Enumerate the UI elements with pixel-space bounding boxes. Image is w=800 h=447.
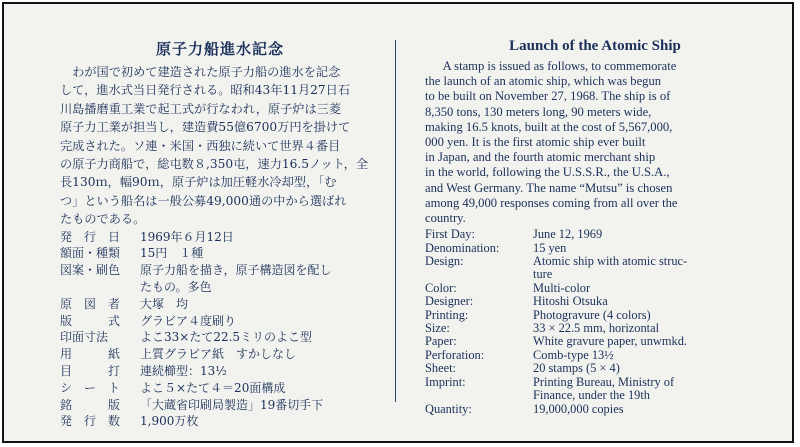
spec-row — [425, 335, 687, 348]
japanese-column — [60, 38, 380, 430]
japanese-paragraph — [60, 63, 380, 229]
spec-label: Printing: — [425, 307, 469, 322]
spec-row — [425, 376, 687, 389]
spec-label: Size: — [425, 321, 450, 336]
spec-value: June 12, 1969 — [533, 227, 603, 242]
spec-label: 図案・刷色 — [60, 263, 121, 278]
spec-label: 発 行 日 — [60, 229, 121, 244]
spec-value: 大塚 均 — [140, 296, 189, 311]
spec-value: 15円 １種 — [140, 246, 204, 261]
paragraph-line: 000 yen. It is the first atomic ship ever built — [425, 135, 646, 150]
spec-label: Designer: — [425, 294, 474, 309]
english-column — [425, 38, 765, 416]
spec-label: First Day: — [425, 227, 475, 242]
spec-label: Design: — [425, 254, 464, 269]
spec-row — [425, 268, 687, 281]
spec-label: Sheet: — [425, 361, 456, 376]
spec-label: 印面寸法 — [60, 330, 109, 345]
spec-row — [425, 403, 687, 416]
english-title: Launch of the Atomic Ship — [509, 38, 681, 54]
spec-value: Printing Bureau, Ministry of — [533, 374, 675, 389]
spec-label: Perforation: — [425, 347, 485, 362]
column-divider — [395, 40, 396, 402]
spec-row — [425, 228, 687, 241]
spec-row — [60, 397, 332, 414]
spec-row — [425, 322, 687, 335]
english-spec-table — [425, 228, 687, 416]
english-paragraph — [425, 59, 765, 226]
spec-value: たもの。多色 — [140, 280, 212, 295]
spec-label — [60, 279, 140, 296]
spec-label: Quantity: — [425, 401, 472, 416]
paragraph-line: 完成された。ソ連・米国・西独に続いて世界４番目 — [60, 138, 341, 153]
paragraph-line: A stamp is issued as follows, to commemorate — [442, 59, 677, 73]
paragraph-line: among 49,000 responses coming from all over the — [425, 195, 678, 210]
spec-value: Hitoshi Otsuka — [533, 294, 608, 309]
paragraph-line: the launch of an atomic ship, which was begun — [425, 74, 662, 89]
spec-row — [60, 262, 332, 279]
spec-value: White gravure paper, unwmkd. — [533, 334, 687, 349]
spec-label: Paper: — [425, 334, 457, 349]
paragraph-line: たものである。 — [60, 212, 146, 227]
japanese-title: 原子力船進水記念 — [155, 40, 284, 58]
spec-row — [425, 349, 687, 362]
spec-value: Multi-color — [533, 280, 591, 295]
spec-value: 20 stamps (5 × 4) — [533, 361, 620, 376]
spec-value: よこ33×たて22.5ミリのよこ型 — [140, 330, 313, 345]
paragraph-line: and West Germany. The name “Mutsu” is chosen — [425, 180, 673, 195]
spec-value: 15 yen — [533, 240, 567, 255]
spec-value: ture — [533, 267, 553, 282]
paragraph-line: の原子力商船で，総屯数８,350屯，速力16.5ノット，全 — [60, 157, 369, 172]
spec-label: 目 打 — [60, 364, 121, 379]
spec-label: 原 図 者 — [60, 296, 121, 311]
spec-row — [60, 346, 332, 363]
spec-value: 連続櫛型：13½ — [140, 364, 227, 379]
spec-row — [60, 245, 332, 262]
paragraph-line: in the world, following the U.S.S.R., the U.S.A., — [425, 165, 670, 180]
spec-value: Finance, under the 19th — [533, 388, 650, 403]
spec-value: Comb-type 13½ — [533, 347, 614, 362]
paragraph-line: わが国で初めて建造された原子力船の進水を記念 — [72, 65, 341, 79]
spec-label: 発 行 数 — [60, 414, 121, 429]
spec-label — [425, 268, 533, 281]
spec-label: 用 紙 — [60, 347, 121, 362]
spec-row — [425, 309, 687, 322]
paragraph-line: して，進水式当日発行される。昭和43年11月27日石 — [60, 83, 351, 98]
spec-row — [60, 229, 332, 246]
paragraph-line: 長130ｍ，幅90ｍ，原子炉は加圧軽水冷却型，「む — [60, 175, 337, 190]
spec-row — [60, 296, 332, 313]
spec-value: グラビア４度刷り — [140, 313, 237, 328]
spec-value: Atomic ship with atomic struc- — [533, 254, 688, 269]
spec-label: シ ー ト — [60, 380, 121, 395]
spec-label: Imprint: — [425, 374, 466, 389]
spec-value: 19,000,000 copies — [533, 401, 624, 416]
spec-label: Denomination: — [425, 240, 500, 255]
paragraph-line: making 16.5 knots, built at the cost of 5,567,000, — [425, 119, 673, 134]
paragraph-line: 川島播磨重工業で起工式が行なわれ，原子炉は三菱 — [60, 101, 342, 116]
spec-value: 1969年６月12日 — [140, 229, 234, 244]
spec-row — [60, 279, 332, 296]
paragraph-line: つ」という船名は一般公募49,000通の中から選ばれ — [60, 193, 347, 208]
spec-value: Photogravure (4 colors) — [533, 307, 651, 322]
paragraph-line: in Japan, and the fourth atomic merchant ship — [425, 150, 656, 165]
paragraph-line: to be built on November 27, 1968. The ship is of — [425, 89, 671, 104]
spec-value: 原子力船を描き，原子構造図を配し — [140, 263, 332, 278]
spec-row — [60, 313, 332, 330]
spec-row — [425, 242, 687, 255]
spec-row — [60, 363, 332, 380]
spec-row — [60, 380, 332, 397]
spec-row — [425, 362, 687, 375]
spec-row — [425, 282, 687, 295]
spec-label: 銘 版 — [60, 397, 121, 412]
spec-value: 上質グラビア紙 すかしなし — [140, 347, 297, 362]
spec-value: 1,900万枚 — [140, 414, 199, 429]
spec-value: 「大蔵省印刷局製造」19番切手下 — [140, 397, 324, 412]
spec-row — [60, 413, 332, 430]
spec-label — [425, 389, 533, 402]
spec-row — [425, 255, 687, 268]
spec-label: 額面・種類 — [60, 246, 121, 261]
spec-label: 版 式 — [60, 313, 121, 328]
paragraph-line: country. — [425, 211, 466, 226]
paragraph-line: 原子力工業が担当し，建造費55億6700万円を掛けて — [60, 120, 351, 135]
spec-value: よこ５×たて４＝20面構成 — [140, 380, 286, 395]
spec-row — [425, 295, 687, 308]
spec-row — [60, 329, 332, 346]
spec-label: Color: — [425, 280, 457, 295]
spec-row — [425, 389, 687, 402]
spec-value: 33 × 22.5 mm, horizontal — [533, 321, 660, 336]
paragraph-line: 8,350 tons, 130 meters long, 90 meters wide, — [425, 104, 652, 119]
japanese-spec-table — [60, 229, 332, 431]
